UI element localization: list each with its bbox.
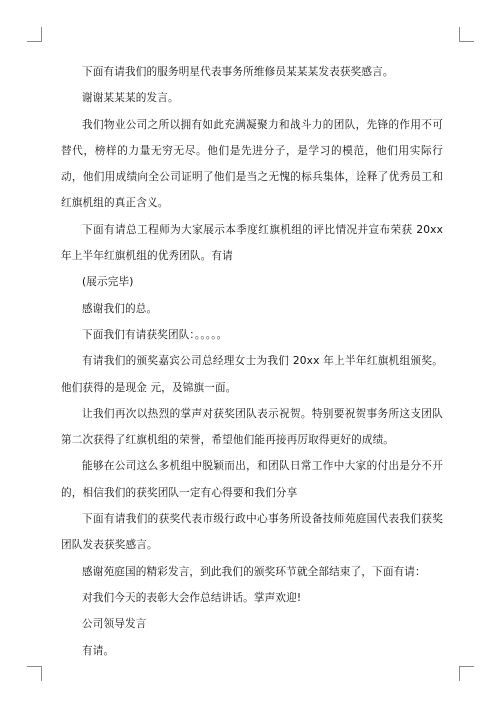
paragraph: 对我们今天的表彰大会作总结讲话。掌声欢迎! [82,591,302,604]
paragraph: 我们物业公司之所以拥有如此充满凝聚力和战斗力的团队，先锋的作用不可替代，榜样的力量无穷无尽。他们是先进分子，是学习的模范，他们用实际行动，他们用成绩向全公司证明了他们是当之无愧的标兵集体，诠释了优秀员工和红旗机组的真正含义。 [61,118,443,210]
paragraph: 公司领导发言 [82,618,147,631]
crop-mark-bottom-right [459,666,474,681]
paragraph: 有请。 [82,644,115,657]
paragraph: 下面有请总工程师为大家展示本季度红旗机组的评比情况并宣布荣获 20xx 年上半年红旗机组的优秀团队。有请 [61,223,443,263]
paragraph: 能够在公司这么多机组中脱颖而出，和团队日常工作中大家的付出是分不开的，相信我们的获奖团队一定有心得要和我们分享 [61,460,443,499]
crop-mark-top-right [459,27,474,42]
paragraph: (展示完毕) [82,276,134,289]
document-body [61,59,443,664]
paragraph: 感谢苑庭国的精彩发言，到此我们的颁奖环节就全部结束了，下面有请： [82,565,426,578]
paragraph: 下面我们有请获奖团队：。。。。。 [82,328,228,341]
crop-mark-top-left [27,27,42,42]
paragraph: 下面有请我们的服务明星代表事务所维修员某某某发表获奖感言。 [82,66,394,78]
paragraph: 让我们再次以热烈的掌声对获奖团队表示祝贺。特别要祝贺事务所这支团队第二次获得了红旗机组的荣誉，希望他们能再接再厉取得更好的成绩。 [61,407,443,447]
paragraph: 谢谢某某某的发言。 [82,92,179,105]
paragraph: 有请我们的颁奖嘉宾公司总经理女士为我们 20xx 年上半年红旗机组颁奖。他们获得的是现金 元，及锦旗一面。 [61,355,443,394]
crop-mark-bottom-left [27,666,42,681]
paragraph: 感谢我们的总。 [82,302,158,315]
paragraph: 下面有请我们的获奖代表市级行政中心事务所设备技师苑庭国代表我们获奖团队发表获奖感言。 [61,513,443,552]
